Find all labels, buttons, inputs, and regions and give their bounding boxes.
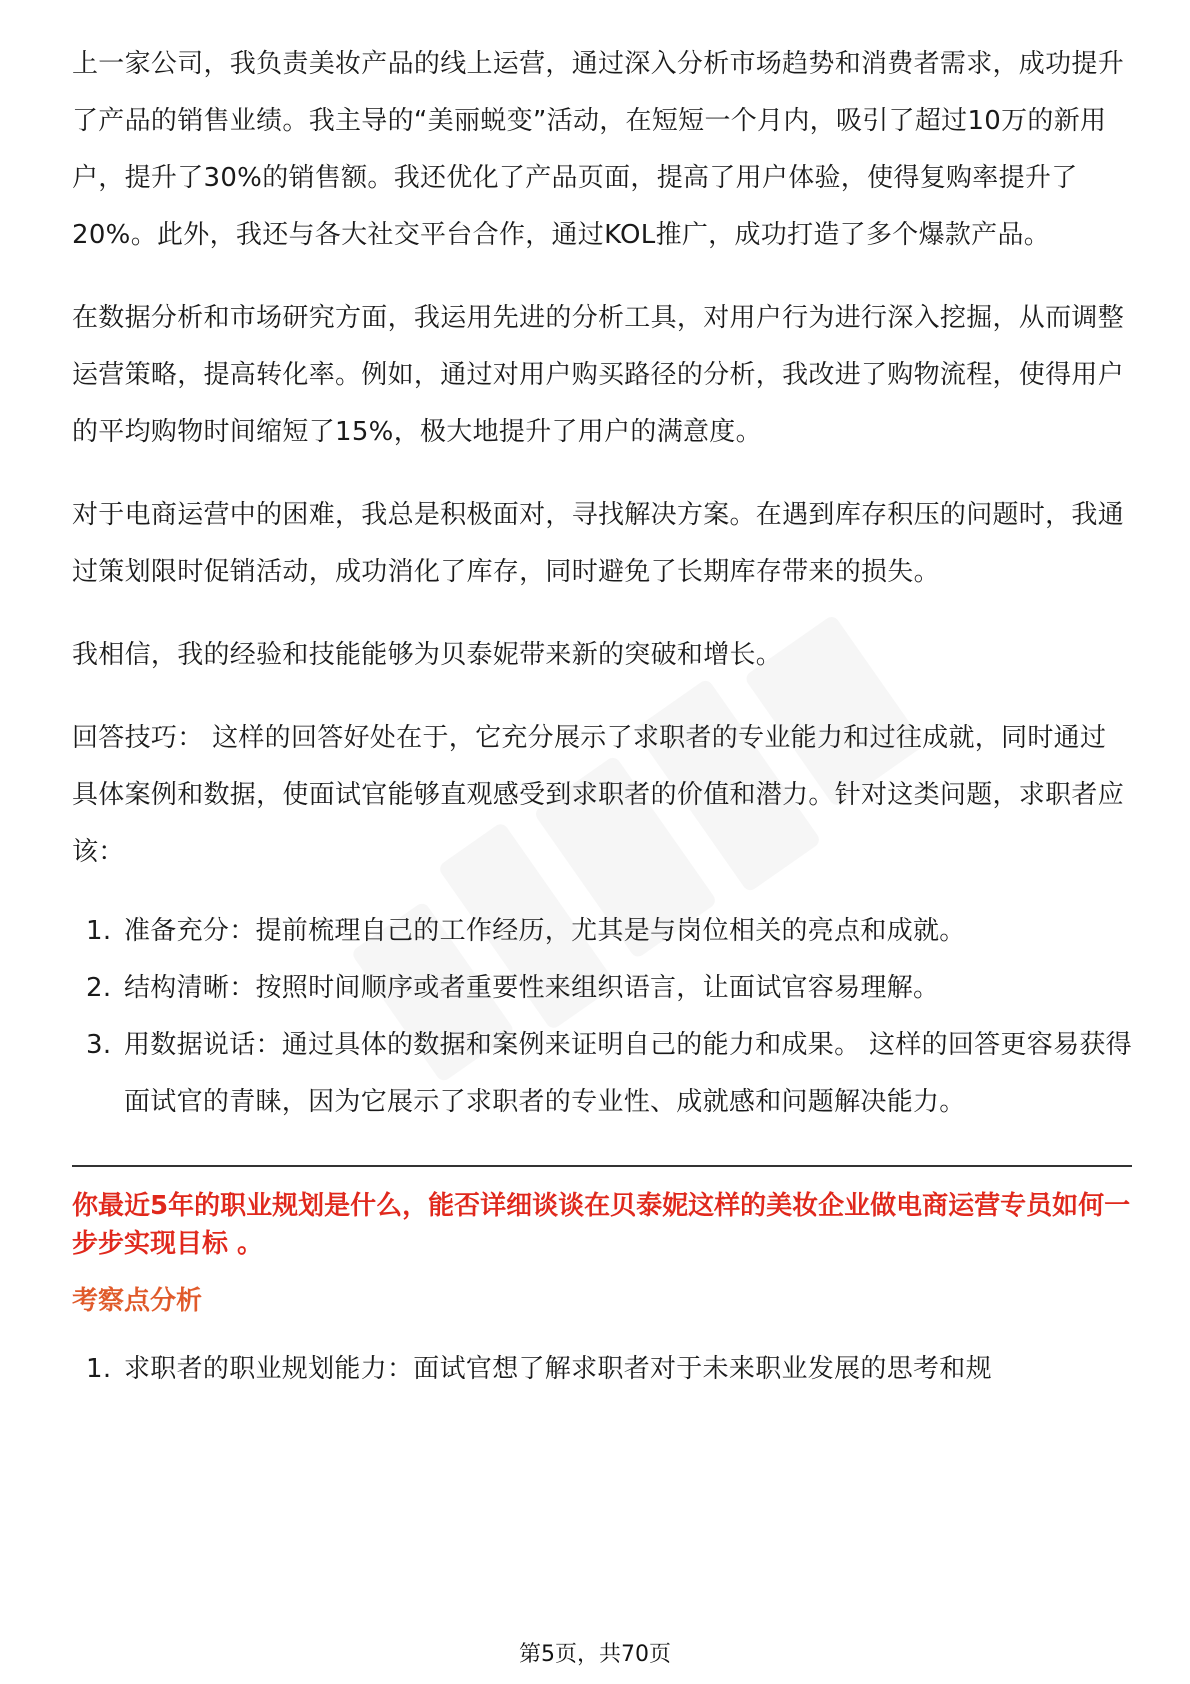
list-item [72,1341,1132,1398]
section-heading: 考察点分析 [72,1286,203,1316]
list-item-number: 1. [86,1354,112,1384]
list-item-text: 结构清晰：按照时间顺序或者重要性来组织语言，让面试官容易理解。 [124,973,940,1003]
paragraph-belief: 我相信，我的经验和技能能够为贝泰妮带来新的突破和增长。 [72,640,783,670]
paragraph-answer-tips: 回答技巧： 这样的回答好处在于，它充分展示了求职者的专业能力和过往成就，同时通过具体案例和数据，使面试官能够直观感受到求职者的价值和潜力。针对这类问题，求职者应该： [72,723,1125,867]
analysis-list [72,1341,1132,1398]
list-item [72,903,1132,960]
list-item-text: 用数据说话：通过具体的数据和案例来证明自己的能力和成果。 这样的回答更容易获得面试官的青睐，因为它展示了求职者的专业性、成就感和问题解决能力。 [124,1030,1132,1117]
list-item [72,960,1132,1017]
paragraph-data-analysis: 在数据分析和市场研究方面，我运用先进的分析工具，对用户行为进行深入挖掘，从而调整运营策略，提高转化率。例如，通过对用户购买路径的分析，我改进了购物流程，使得用户的平均购物时间缩短了15%，极大地提升了用户的满意度。 [72,303,1125,447]
page-footer: 第5页，共70页 [519,1642,671,1667]
paragraph-difficulties: 对于电商运营中的困难，我总是积极面对，寻找解决方案。在遇到库存积压的问题时，我通过策划限时促销活动，成功消化了库存，同时避免了长期库存带来的损失。 [72,500,1125,587]
document-body [72,36,1132,1398]
list-item-text: 准备充分：提前梳理自己的工作经历，尤其是与岗位相关的亮点和成就。 [124,916,966,946]
tips-list [72,903,1132,1131]
list-item-number: 2. [86,973,112,1003]
section-divider [72,1165,1132,1167]
list-item-number: 3. [86,1030,112,1060]
list-item [72,1017,1132,1131]
list-item-number: 1. [86,916,112,946]
interview-question: 你最近5年的职业规划是什么，能否详细谈谈在贝泰妮这样的美妆企业做电商运营专员如何一步步实现目标 。 [72,1191,1131,1259]
paragraph-experience: 上一家公司，我负责美妆产品的线上运营，通过深入分析市场趋势和消费者需求，成功提升了产品的销售业绩。我主导的“美丽蜕变”活动，在短短一个月内，吸引了超过10万的新用户，提升了30%的销售额。我还优化了产品页面，提高了用户体验，使得复购率提升了20%。此外，我还与各大社交平台合作，通过KOL推广，成功打造了多个爆款产品。 [72,49,1125,250]
list-item-text: 求职者的职业规划能力：面试官想了解求职者对于未来职业发展的思考和规 [124,1354,992,1384]
